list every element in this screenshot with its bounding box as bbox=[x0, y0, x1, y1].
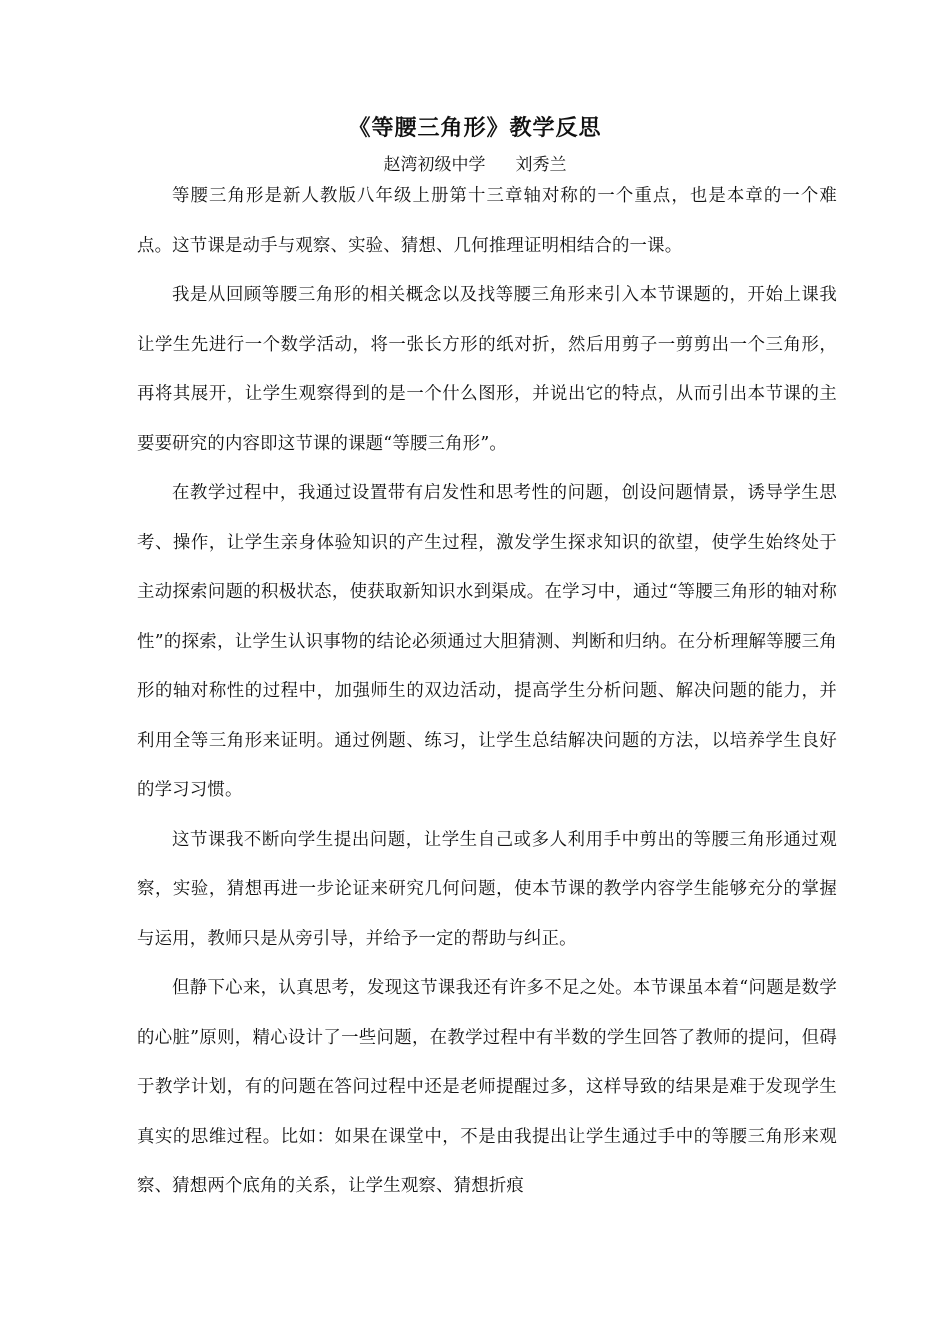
school-name: 赵湾初级中学 bbox=[383, 155, 486, 175]
author-name: 刘秀兰 bbox=[515, 155, 567, 175]
document-title: 《等腰三角形》教学反思 bbox=[348, 115, 602, 141]
paragraph: 在教学过程中，我通过设置带有启发性和思考性的问题，创设问题情景，诱导学生思考、操作，让学生亲身体验知识的产生过程，激发学生探求知识的欲望，使学生始终处于主动探索问题的积极状态，使获取新知识水到渠成。在学习中，通过“等腰三角形的轴对称性”的探索，让学生认识事物的结论必须通过大胆猜测、判断和归纳。在分析理解等腰三角形的轴对称性的过程中，加强师生的双边活动，提高学生分析问题、解决问题的能力，并利用全等三角形来证明。通过例题、练习，让学生总结解决问题的方法，以培养学生良好的学习习惯。 bbox=[137, 483, 837, 800]
paragraph: 这节课我不断向学生提出问题，让学生自己或多人利用手中剪出的等腰三角形通过观察，实验，猜想再进一步论证来研究几何问题，使本节课的教学内容学生能够充分的掌握与运用，教师只是从旁引导，并给予一定的帮助与纠正。 bbox=[137, 829, 837, 949]
paragraph: 但静下心来，认真思考，发现这节课我还有许多不足之处。本节课虽本着“问题是数学的心脏”原则，精心设计了一些问题，在教学过程中有半数的学生回答了教师的提问，但碍于教学计划，有的问题在答问过程中还是老师提醒过多，这样导致的结果是难于发现学生真实的思维过程。比如：如果在课堂中，不是由我提出让学生通过手中的等腰三角形来观察、猜想两个底角的关系，让学生观察、猜想折痕 bbox=[137, 978, 837, 1196]
paragraph: 我是从回顾等腰三角形的相关概念以及找等腰三角形来引入本节课题的，开始上课我让学生先进行一个数学活动，将一张长方形的纸对折，然后用剪子一剪剪出一个三角形，再将其展开，让学生观察得到的是一个什么图形，并说出它的特点，从而引出本节课的主要要研究的内容即这节课的课题“等腰三角形”。 bbox=[137, 285, 837, 454]
body-text bbox=[137, 172, 837, 1212]
paragraph: 等腰三角形是新人教版八年级上册第十三章轴对称的一个重点，也是本章的一个难点。这节课是动手与观察、实验、猜想、几何推理证明相结合的一课。 bbox=[137, 186, 837, 256]
